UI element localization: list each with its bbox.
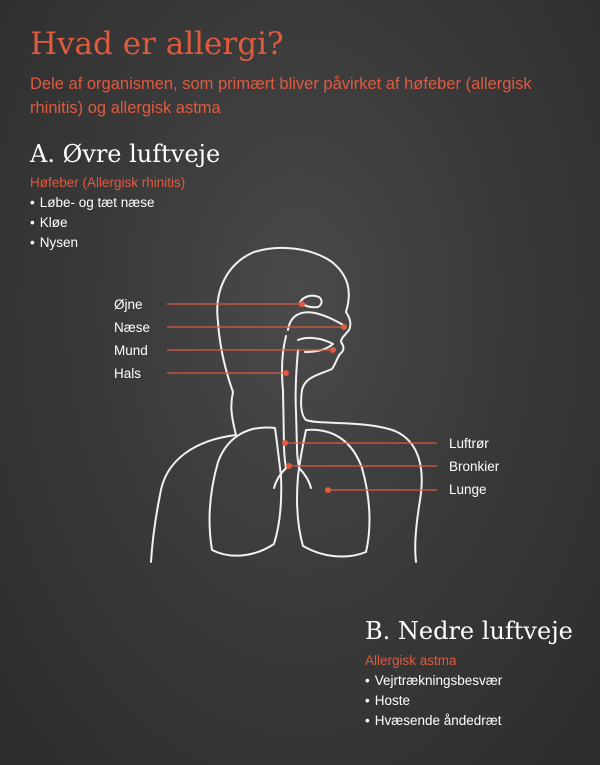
label-bronchi: Bronkier — [449, 459, 500, 474]
symptom-item: • Hoste — [365, 691, 502, 711]
marker-bronchi — [286, 463, 292, 469]
shoulder-left-outline — [151, 435, 236, 562]
marker-lung — [325, 487, 331, 493]
label-throat: Hals — [114, 366, 142, 381]
symptom-item: • Vejrtrækningsbesvær — [365, 671, 502, 691]
label-mouth: Mund — [114, 343, 148, 358]
left-lung — [210, 427, 282, 555]
right-lung — [297, 430, 369, 557]
symptom-item: • Kløe — [30, 213, 155, 233]
marker-throat — [283, 370, 289, 376]
symptom-item: • Hvæsende åndedræt — [365, 711, 502, 731]
section-a-title: A. Øvre luftveje — [30, 140, 221, 168]
marker-trachea — [282, 440, 288, 446]
section-b-subtitle: Allergisk astma — [365, 653, 457, 668]
symptom-item: • Nysen — [30, 233, 155, 253]
marker-nose — [341, 324, 347, 330]
page-title: Hvad er allergi? — [30, 26, 284, 62]
section-a-subtitle: Høfeber (Allergisk rhinitis) — [30, 175, 186, 190]
label-nose: Næse — [114, 320, 151, 335]
body-outline — [217, 248, 421, 562]
label-lung: Lunge — [449, 482, 487, 497]
marker-mouth — [330, 347, 336, 353]
section-b-title: B. Nedre luftveje — [365, 617, 573, 645]
label-eyes: Øjne — [114, 297, 143, 312]
throat — [282, 336, 286, 468]
marker-eye — [299, 301, 305, 307]
symptom-item: • Løbe- og tæt næse — [30, 193, 155, 213]
trachea — [296, 350, 299, 468]
label-trachea: Luftrør — [449, 436, 489, 451]
section-b-symptom-list — [365, 671, 502, 731]
page-subtitle: Dele af organismen, som primært bliver påvirket af høfeber (allergisk rhinitis) og allergisk astma — [30, 75, 532, 117]
